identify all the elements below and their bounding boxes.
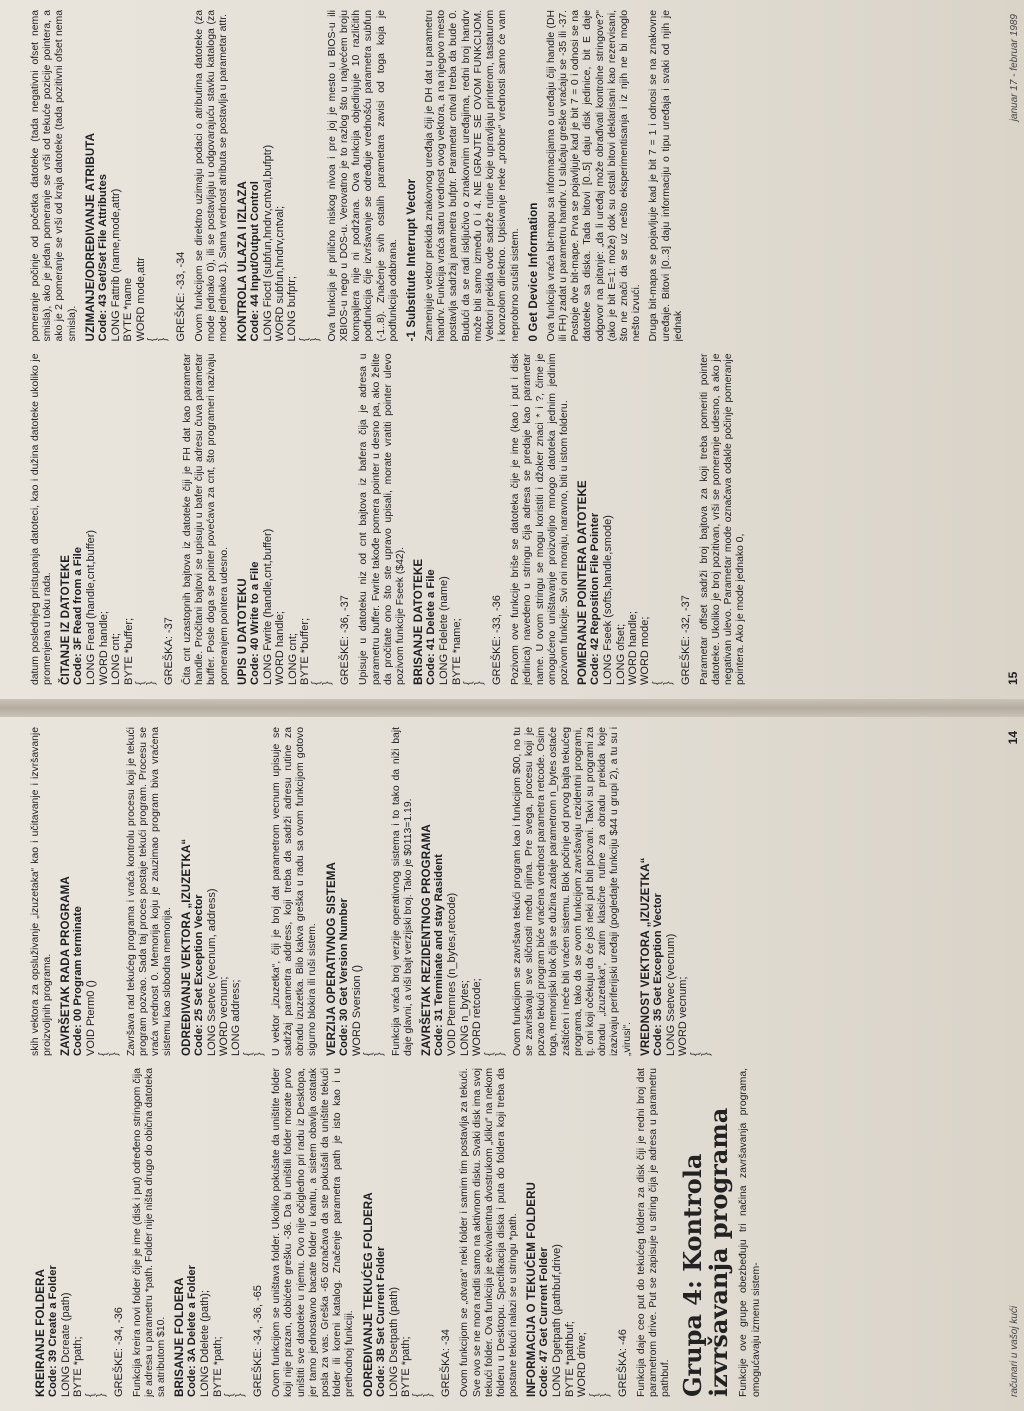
error-codes: GREŠKE: -32, -37 — [679, 595, 692, 685]
left-col-1 — [30, 1068, 1004, 1397]
description: pomeranje počinje od početka datoteke (tada negativni ofset nema smisla), ako je jedan pomeranje se vrši od tekuće pozicije pointera, a ako je 2 pomeranje se vrši od kraja datoteke (tada pozitivni ofset nema smisla). — [30, 10, 78, 342]
section-delete-file — [412, 354, 485, 686]
brace-glyph: { } — [146, 337, 170, 342]
section-get-exception-vector — [639, 727, 712, 1056]
error-codes: GREŠKE: -33, -36 — [491, 595, 504, 685]
function-code: Code: 39 Create a Folder — [47, 1265, 59, 1397]
signature-line: WORD vecnum; — [677, 976, 690, 1056]
error-codes: GREŠKA: -46 — [616, 1329, 629, 1397]
signature-line: WORD drive; — [576, 1332, 589, 1397]
signature-line: LONG bufptr; — [286, 276, 299, 342]
section-program-terminate — [59, 727, 119, 1056]
description: Zamenjuje vektor prekida znakovnog uređaja čiji je DH dat u parametru handrv. Funkcija vraća staru vrednost ovog vektora, a na njegovo mesto postavlja sadržaj parametra bufptr. Parametar cntval treba da bude 0. Budući da se radi isključivo o znakovnim uređajima, redni broj handrv može biti samo između 0 i 4. NE IGRAJTE SE OVOM FUNKCIJOM. Vektori prekida ovde sadrže rutine koje upravljaju printerom, tastaturom i konzolom direktno. Upisivanje neke „probne“ vrednosti samo će vam neprobrno srušiti sistem. — [424, 10, 521, 342]
section-file-attributes — [84, 10, 169, 342]
function-code: Code: 3F Read from a File — [72, 546, 85, 685]
signature-line: LONG Fdelete (name) — [438, 576, 451, 685]
brace-glyph: { } — [688, 1052, 712, 1056]
description: datum poslednjeg pristupanja datoteci, kao i dužina datoteke ukoliko je promenjena u toku rada. — [30, 353, 54, 685]
description: Ovom funkcijom se direktno uzimaju podaci o atributima datoteke (za mode jednako 0), ili se postavljaju u odgovarajuću stavku kataloga (za mode jednako 1). Sama vrednost atributa se postavlja u parametar attr. — [194, 10, 230, 342]
section-title: UZIMANJE/ODREĐIVANJE ATRIBUTA — [83, 132, 97, 342]
description: Ovom funkcijom se „otvara“ neki folder i samim tim postavlja za tekući. Sve ovo se ne mora raditi samo na aktivnom disku. Svaki disk ima svoj tekući folder. Ova funkcija je ekvivalentna dvostrukom „kliku“ na nekom folderu u Desktopu. Specifikacija diska i puta do foldera koji treba da postane tekući nalazi se u stringu *path. — [459, 1068, 520, 1397]
section-set-current-folder — [362, 1068, 435, 1397]
section-delete-folder — [173, 1068, 246, 1397]
section-title: BRISANJE DATOTEKE — [412, 558, 426, 685]
signature-line: LONG Fattrib (name,mode,attr) — [109, 188, 122, 342]
description: Ovom funkcijom se uništava folder. Ukoliko pokušate da uništite folder koji nije prazan, dobićete grešku -36. Da bi uništili folder morate prvo uništiti sve datoteke u njemu. Ovo nije očigledno pri radu iz Desktopa, jer tamo jednostavno bacate folder u kantu, a sistem obavlja ostatak posla za vas. Greška -65 označava da ste pokušali da uništite tekući folder ili koreni katalog. Značenje parametra path je isto kao i u prethodnoj funkciji. — [271, 1068, 356, 1397]
section-create-folder — [34, 1068, 107, 1397]
brace-glyph: { } — [650, 681, 674, 685]
error-codes: GREŠKA: -34 — [440, 1329, 453, 1397]
section-title: KONTROLA ULAZA I IZLAZA — [235, 180, 249, 342]
signature-line: BYTE *path; — [400, 1336, 413, 1397]
section-title: ODREĐIVANJE VEKTORA „IZUZETKA“ — [179, 838, 193, 1056]
description: Ovom funkcijom se završava tekući program kao i funkcijom $00, no tu se završavaju sve sličnosti među njima. Pre svega, procesu koji je pozvao tekući program biće vraćena vrednost parametra retcode. Osim toga, memorijski blok čija se dužina zadaje parametrom n_bytes ostaće zaštićen i neće biti vraćen sistemu. Blok počinje od prvog bajta tekućeg programa, tako da se ovom funkcijom završavaju rezidentni programi, tj. oni koji očekuju da će još neki put biti pozvani. Takvi su programi za obradu „izuzetaka“, zatim klasične rutine za obradu prekida koje izazivaju periferijski uređaji (pogledajte funkciju $44 u grupi 2), a tu su i „virusi“. — [511, 727, 633, 1056]
brace-glyph: { } — [241, 1052, 265, 1056]
brace-glyph: { } — [587, 1393, 611, 1397]
section-read-file — [59, 354, 157, 686]
page-number: 14 — [1006, 731, 1020, 745]
function-code: Code: 41 Delete a File — [425, 569, 438, 685]
brace-glyph: { } — [411, 1393, 435, 1397]
description: Parametar offset sadrži broj bajtova za koji treba pomeriti pointer datoteke. Ukoliko je broj pozitivan, vrši se pomeranje udesno, a ako je negativan ulevo. Parametar mode označava odakle počinje pomeranje pointera. Ako je mode jednako 0, — [698, 353, 747, 685]
function-code: Code: 47 Get Current Folder — [538, 1247, 551, 1397]
group-heading — [680, 1068, 732, 1397]
description: Druga bit-mapa se pojavljuje kad je bit 7 = 1 i odnosi se na znakovne uređaje. Bitovi [0..3] daju informaciju o tipu uređaja i svaki od njih je jednak — [648, 10, 684, 342]
signature-line: LONG cnt; — [110, 633, 123, 685]
description: Čita cnt uzastopnih bajtova iz datoteke čiji je FH dat kao parametar handle. Pročitani bajtovi se upisuju u bafer čiju adresu čuva parametar buffer. Posle doga se pointer povećava za cnt, što programeri nazivaju pomeranjem pointera udesno. — [182, 353, 230, 685]
function-code: Code: 30 Get Version Number — [337, 898, 350, 1056]
right-col-2 — [30, 10, 1004, 342]
description: Pozivom ove funkcije briše se datoteka čije je ime (kao i put i disk jedinica) navedeno u stringu čija adresa se predaje kao parametar name. U ovom stringu se mogu koristiti i džoker znaci * i ?, čime je omogućeno uništavanje proizvoljno mnogo datoteka jednim jedinim pozivom funkcije. Svi oni moraju, naravno, biti u istom folderu. — [510, 353, 570, 685]
signature-line: LONG ofset; — [614, 623, 627, 685]
signature-line: VOID Pterm0 () — [85, 980, 98, 1056]
signature-line: BYTE *path; — [211, 1336, 224, 1397]
error-codes: GREŠKE: -34, -36 — [112, 1307, 125, 1397]
function-code: Code: 43 Get/Set File Attributes — [96, 174, 109, 342]
section-get-device-info — [527, 10, 540, 342]
function-code: Code: 35 Get Exception Vector — [651, 893, 664, 1056]
section-title: 0 Get Device Information — [526, 202, 540, 342]
signature-line: LONG Fioctl (subfun,hndrv,cntval,bufptr) — [261, 144, 274, 342]
description: Završava rad tekućeg programa i vraća kontrolu procesu koji je tekući program pozvao. Sada taj proces postaje tekući program. Procesu se vraća vrednost 0. Memorija koju je zauzimao program biva vraćena sistemu kao slobodna memorija. — [125, 727, 174, 1056]
signature-line: LONG Ssetvec (vecnum) — [664, 933, 677, 1056]
signature-line: WORD handle; — [274, 611, 287, 685]
brace-glyph: { } — [96, 1052, 120, 1056]
signature-line: LONG Dsetpath (path) — [387, 1286, 400, 1397]
signature-line: WORD vecnum; — [218, 976, 231, 1056]
signature-line: WORD handle; — [97, 611, 110, 685]
section-title: VREDNOST VEKTORA „IZUZETKA“ — [638, 857, 652, 1056]
function-code: Code: 44 Input/Output Control — [248, 181, 261, 342]
section-terminate-resident — [420, 727, 505, 1056]
description: Upisuje u datoteku niz od cnt bajtova iz bafera čija je adresa u parametru buffer. Fwrite takođe pomera pointer u desno pa, ako želite da pročitate ono što ste upravo upisali, morate vratiti pointer ulevo pozivom funkcije Fseek ($42). — [358, 353, 407, 685]
error-codes: GREŠKA: -37 — [163, 617, 176, 685]
right-col-1 — [30, 354, 1004, 686]
signature-line: WORD retcode; — [471, 978, 484, 1056]
left-col-2 — [30, 727, 1004, 1056]
signature-line: LONG cnt; — [286, 633, 299, 685]
group-heading-line: izvršavanja programa — [704, 1107, 734, 1397]
section-title: -1 Substitute Interrupt Vector — [405, 178, 419, 342]
error-codes: GREŠKE: -34, -36, -65 — [252, 1285, 265, 1397]
brace-glyph: { } — [482, 1052, 506, 1056]
signature-line: LONG Fread (handle,cnt,buffer) — [85, 529, 98, 685]
section-write-file — [236, 354, 334, 686]
signature-line: WORD handle; — [626, 611, 639, 685]
left-page — [0, 717, 1024, 1411]
function-code: Code: 3A Delete a Folder — [186, 1265, 199, 1397]
signature-line: BYTE *name — [122, 277, 135, 342]
brace-glyph: { } — [134, 681, 158, 685]
description: skih vektora za opsluživanje „izuzetaka“ kao i učitavanje i izvršavanje proizvoljnih programa. — [30, 727, 54, 1056]
signature-line: LONG Fwrite (handle,cnt,buffer) — [261, 528, 274, 685]
section-get-current-folder — [525, 1068, 610, 1397]
signature-line: BYTE *buffer; — [122, 617, 135, 685]
signature-line: WORD mode; — [639, 616, 652, 685]
error-codes: GREŠKE: -33, -34 — [175, 251, 188, 342]
right-page — [0, 0, 1024, 699]
section-title: KREIRANJE FOLDERA — [34, 1269, 47, 1397]
signature-line: WORD mode,attr — [134, 257, 147, 342]
description: Ova funkcija vraća bit-mapu sa informacijama o uređaju čiji handle (DH ili FH) zadat u parametru handrv. U slučaju greške vraćaju se -35 ili -37. Postoje dve bit-mape. Prva se pojavljuje kad je bit 7 = 0 i odnosi se na datoteke sa diska. Tada bitovi [0..5] daju disk jedinice, bit E daje odgovor na pitanje: „da li uređaj može obrađivati kontrolne stringove?“ (ako je bit E=1: može) dok su ostali bitovi deklarisani kao rezervisani, što ne znači da se uz nešto eksperimentisanja i iz njih ne bi moglo nešto izvući. — [545, 10, 643, 342]
brace-glyph: { } — [223, 1393, 247, 1397]
function-code: Code: 42 Reposition File Pointer — [589, 512, 602, 685]
signature-line: LONG address; — [230, 979, 243, 1056]
group-heading-line: Grupa 4: Kontrola — [678, 1153, 708, 1397]
function-code: Code: 25 Set Exception Vector — [192, 894, 205, 1056]
signature-line: BYTE *pathbuf; — [563, 1321, 576, 1397]
section-title: VERZIJA OPERATIVNOG SISTEMA — [324, 861, 338, 1056]
function-code: Code: 31 Terminate and stay Rasident — [433, 854, 446, 1056]
section-title: ODREĐIVANJE TEKUĆEG FOLDERA — [361, 1192, 375, 1397]
signature-line: VOID Ptermres (n_bytes,retcode) — [446, 892, 459, 1056]
function-code: Code: 00 Program terminate — [72, 906, 85, 1056]
function-code: Code: 3B Set Current Folder — [374, 1246, 387, 1397]
section-io-control — [236, 10, 321, 342]
signature-line: WORD Sversion () — [350, 964, 363, 1056]
description: Funkcija vraća broj verzije operativnog sistema i to tako da niži bajt daje glavni, a viši bajt verzijski broj. Tako je $0113=1.19. — [391, 727, 415, 1056]
signature-line: LONG n_bytes; — [458, 980, 471, 1056]
brace-glyph: { } — [310, 681, 334, 685]
section-title: ČITANJE IZ DATOTEKE — [59, 554, 73, 685]
running-footer: januar 17 - februar 1989 — [1009, 14, 1020, 122]
page-gutter — [0, 699, 1024, 717]
signature-line: LONG Fseek (softs,handle,smode) — [602, 515, 615, 685]
signature-line: LONG Dgetpath (pathbuf,drive) — [551, 1244, 564, 1397]
section-title: POMERANJE POINTERA DATOTEKE — [576, 480, 590, 685]
signature-line: LONG Dcreate (path) — [60, 1292, 72, 1397]
error-codes: GREŠKE: -36, -37 — [339, 595, 352, 685]
running-footer: računari u vašoj kući — [1009, 1305, 1020, 1397]
brace-glyph: { } — [362, 1052, 386, 1056]
brace-glyph: { } — [462, 681, 486, 685]
signature-line: BYTE *name; — [450, 618, 463, 685]
brace-glyph: { } — [83, 1393, 107, 1397]
description: Funkcija kreira novi folder čije je ime (disk i put) određeno stringom čija je adresa u parametru *path. Folder nije ništa drugo do obična datoteka sa atributom $10. — [131, 1068, 168, 1397]
section-title: INFORMACIJA O TEKUĆEM FOLDERU — [525, 1181, 539, 1397]
description: U vektor „izuzetka“, čiji je broj dat parametrom vecnum upisuje se sadržaj parametra address, koji treba da sadrži adresu rutine za obradu izuzetka. Bilo kakva greška u radu sa ovom funkcijom gotovo sigurno blokira ili ruši sistem. — [270, 727, 319, 1056]
section-get-version — [325, 727, 385, 1056]
section-file-seek — [576, 354, 674, 686]
signature-line: BYTE *buffer; — [299, 617, 312, 685]
signature-line: LONG Ddelete (path); — [199, 1290, 212, 1397]
section-title: UPIS U DATOTEKU — [235, 578, 249, 685]
description: Funkcije ove grupe obezbeđuju tri načina završavanja programa, omogućavaju izmenu sistem- — [738, 1068, 762, 1397]
page-number: 15 — [1006, 671, 1020, 685]
signature-line: WORD subfun,hndrv,cntval; — [274, 205, 287, 342]
section-substitute-interrupt — [405, 10, 418, 342]
description: Ova funkcija je prilično niskog nivoa i pre joj je mesto u BIOS-u ili XBIOS-u nego u DOS-u. Verovatno je to razlog što u najvećem broju kompajlera nije ni podržana. Ova funkcija objedinjuje 10 različitih podfunkcija čije izvršavanje se određuje vrednošću parametra subfun (-1..8). Značenje svih ostalih parametara zavisi od toga koja je podfunkcija odabrana. — [326, 10, 399, 342]
section-title: ZAVRŠETAK RADA PROGRAMA — [59, 876, 73, 1056]
brace-glyph: { } — [297, 337, 321, 342]
description: Funkcija daje ceo put do tekućeg foldera za disk čiji je redni broj dat parametrom drive. Put se zapisuje u string čija je adresa u parametru pathbuf. — [635, 1068, 672, 1397]
signature-line: BYTE *path; — [72, 1336, 85, 1397]
signature-line: LONG Ssetvec (vecnum, address) — [205, 888, 218, 1056]
section-set-exception-vector — [180, 727, 265, 1056]
section-title: BRISANJE FOLDERA — [173, 1277, 187, 1397]
section-title: ZAVRŠETAK REZIDENTNOG PROGRAMA — [420, 824, 434, 1056]
function-code: Code: 40 Write to a File — [248, 561, 261, 685]
